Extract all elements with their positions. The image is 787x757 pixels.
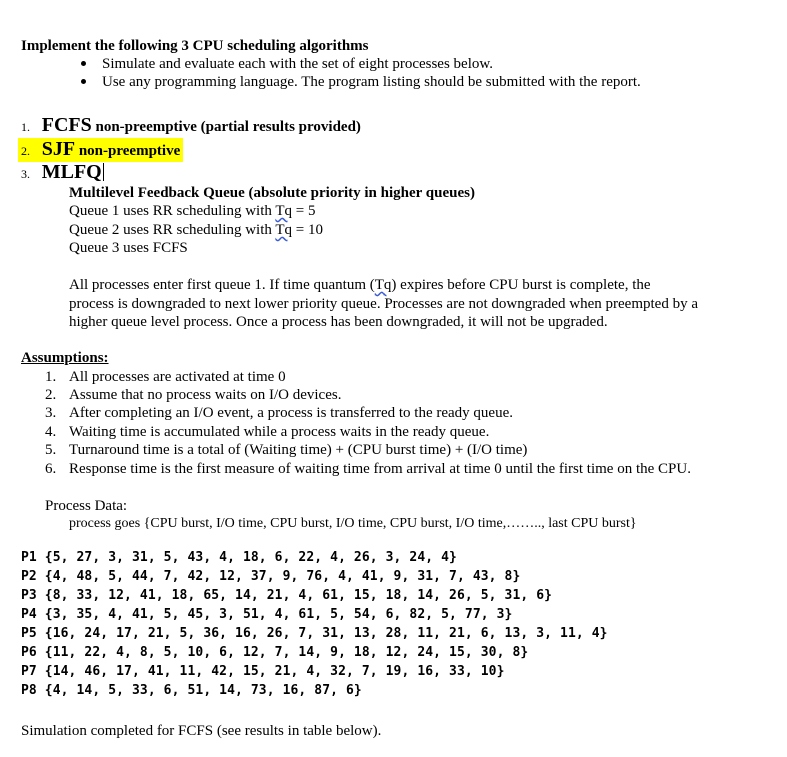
assumption-item: All processes are activated at time 0 bbox=[69, 369, 286, 385]
algorithm-name: FCFS bbox=[41, 114, 92, 136]
bullet-item: Use any programming language. The program listing should be submitted with the report. bbox=[102, 74, 641, 90]
list-number: 2. bbox=[21, 144, 30, 158]
assumptions-title: Assumptions: bbox=[21, 350, 109, 366]
process-data-title: Process Data: bbox=[45, 498, 128, 514]
algorithm-name: MLFQ bbox=[41, 161, 102, 183]
process-row: P3 {8, 33, 12, 41, 18, 65, 14, 21, 4, 61, 15, 18, 14, 26, 5, 31, 6} bbox=[21, 588, 553, 603]
process-row: P1 {5, 27, 3, 31, 5, 43, 4, 18, 6, 22, 4, 26, 3, 24, 4} bbox=[21, 550, 457, 565]
bullet-item: Simulate and evaluate each with the set of eight processes below. bbox=[102, 56, 493, 72]
assumption-number: 5. bbox=[45, 442, 57, 458]
algorithm-name: SJF bbox=[41, 138, 76, 160]
assumption-number: 2. bbox=[45, 387, 57, 403]
process-row: P8 {4, 14, 5, 33, 6, 51, 14, 73, 16, 87, 6} bbox=[21, 683, 362, 698]
mlfq-paragraph-line bbox=[69, 276, 651, 294]
queue-2-line bbox=[69, 221, 323, 239]
queue-3-line: Queue 3 uses FCFS bbox=[69, 240, 188, 256]
assumption-number: 3. bbox=[45, 405, 57, 421]
queue-2-text: Queue 2 uses RR scheduling with bbox=[69, 222, 276, 238]
algorithm-item-fcfs bbox=[21, 114, 361, 138]
bullet-dot bbox=[81, 61, 86, 66]
assumption-number: 6. bbox=[45, 461, 57, 477]
algorithm-item-mlfq bbox=[21, 161, 104, 185]
assumption-item: Waiting time is accumulated while a process waits in the ready queue. bbox=[69, 424, 490, 440]
assumption-item: Response time is the first measure of waiting time from arrival at time 0 until the first time on the CPU. bbox=[69, 461, 691, 477]
spellcheck-word: Tq bbox=[374, 277, 392, 293]
assumption-item: Turnaround time is a total of (Waiting time) + (CPU burst time) + (I/O time) bbox=[69, 442, 528, 458]
process-row: P7 {14, 46, 17, 41, 11, 42, 15, 21, 4, 32, 7, 19, 16, 33, 10} bbox=[21, 664, 505, 679]
algorithm-detail: non-preemptive bbox=[78, 143, 181, 159]
process-row: P5 {16, 24, 17, 21, 5, 36, 16, 26, 7, 31, 13, 28, 11, 21, 6, 13, 3, 11, 4} bbox=[21, 626, 608, 641]
process-row: P6 {11, 22, 4, 8, 5, 10, 6, 12, 7, 14, 9, 18, 12, 24, 15, 30, 8} bbox=[21, 645, 529, 660]
bullet-dot bbox=[81, 79, 86, 84]
algorithm-detail: non-preemptive (partial results provided) bbox=[95, 119, 361, 135]
list-number: 1. bbox=[21, 120, 30, 134]
queue-1-line bbox=[69, 202, 316, 220]
assumption-item: Assume that no process waits on I/O devices. bbox=[69, 387, 342, 403]
spellcheck-word: Tq bbox=[275, 222, 293, 238]
queue-1-text: Queue 1 uses RR scheduling with bbox=[69, 203, 276, 219]
spellcheck-word: Tq bbox=[275, 203, 293, 219]
list-number: 3. bbox=[21, 167, 30, 181]
queue-1-value: = 5 bbox=[292, 203, 316, 219]
text-cursor bbox=[103, 163, 104, 181]
mlfq-paragraph-line: higher queue level process. Once a process has been downgraded, it will not be upgraded. bbox=[69, 314, 608, 330]
paragraph-text: All processes enter first queue 1. If time quantum ( bbox=[69, 277, 375, 293]
assumption-number: 4. bbox=[45, 424, 57, 440]
process-row: P2 {4, 48, 5, 44, 7, 42, 12, 37, 9, 76, 4, 41, 9, 31, 7, 43, 8} bbox=[21, 569, 521, 584]
algorithm-item-sjf bbox=[18, 138, 183, 162]
process-row: P4 {3, 35, 4, 41, 5, 45, 3, 51, 4, 61, 5, 54, 6, 82, 5, 77, 3} bbox=[21, 607, 513, 622]
mlfq-title: Multilevel Feedback Queue (absolute priority in higher queues) bbox=[69, 185, 475, 201]
queue-2-value: = 10 bbox=[292, 222, 324, 238]
paragraph-text: ) expires before CPU burst is complete, the bbox=[391, 277, 651, 293]
mlfq-paragraph-line: process is downgraded to next lower priority queue. Processes are not downgraded when preempted by a bbox=[69, 296, 698, 312]
assumption-number: 1. bbox=[45, 369, 57, 385]
simulation-note: Simulation completed for FCFS (see results in table below). bbox=[21, 723, 382, 739]
process-data-format: process goes {CPU burst, I/O time, CPU burst, I/O time, CPU burst, I/O time,…….., last CPU burst} bbox=[69, 516, 637, 531]
assumption-item: After completing an I/O event, a process is transferred to the ready queue. bbox=[69, 405, 513, 421]
page-heading: Implement the following 3 CPU scheduling algorithms bbox=[21, 38, 369, 54]
